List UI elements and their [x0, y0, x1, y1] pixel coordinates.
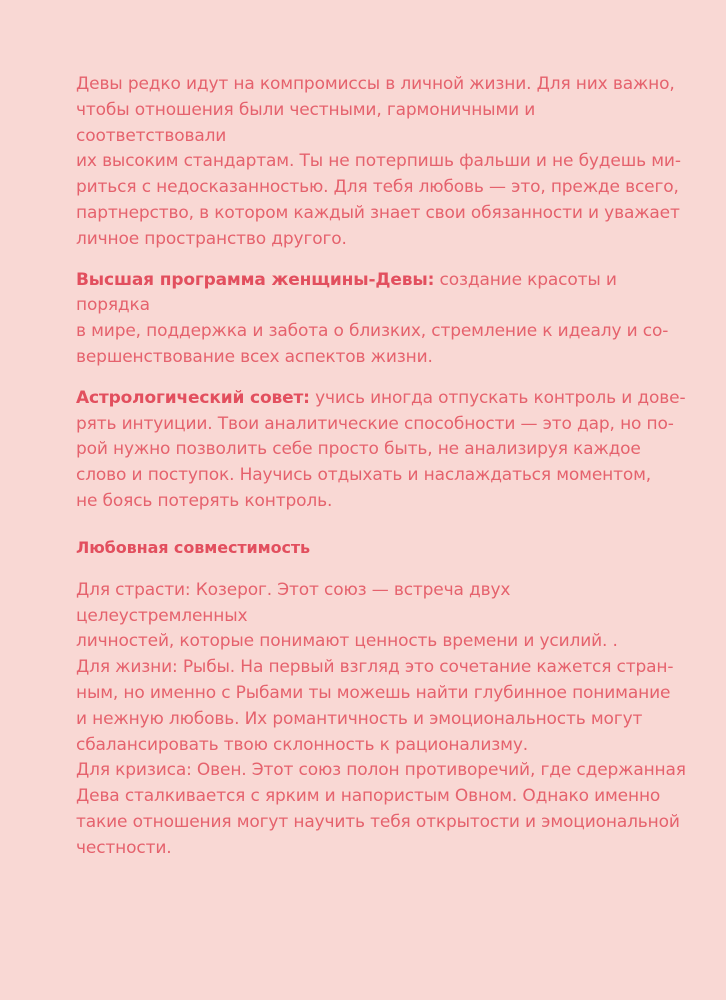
compatibility-line: такие отношения могут научить тебя открытости и эмоциональной	[76, 811, 680, 832]
program-line: в мире, поддержка и забота о близких, стремление к идеалу и со-	[76, 321, 669, 342]
advice-paragraph	[76, 386, 686, 515]
compatibility-line: и нежную любовь. Их романтичность и эмоциональность могут	[76, 708, 643, 729]
intro-line: их высоким стандартам. Ты не потерпишь фальши и не будешь ми-	[76, 151, 681, 172]
compatibility-heading: Любовная совместимость	[76, 537, 311, 557]
compatibility-line: Для жизни: Рыбы. На первый взгляд это сочетание кажется стран-	[76, 657, 674, 678]
intro-line: партнерство, в котором каждый знает свои обязанности и уважает	[76, 202, 680, 223]
compatibility-line: ным, но именно с Рыбами ты можешь найти глубинное понимание	[76, 682, 671, 703]
compatibility-line: Для кризиса: Овен. Этот союз полон противоречий, где сдержанная	[76, 760, 686, 781]
compatibility-section	[76, 578, 686, 862]
program-paragraph	[76, 268, 686, 371]
advice-first-line	[76, 386, 686, 412]
advice-line: слово и поступок. Научись отдыхать и наслаждаться моментом,	[76, 465, 652, 486]
program-label: Высшая программа женщины-Девы:	[76, 269, 435, 290]
advice-line: не боясь потерять контроль.	[76, 490, 333, 511]
advice-label: Астрологический совет:	[76, 387, 310, 408]
compatibility-line: Для страсти: Козерог. Этот союз — встреча двух целеустремленных	[76, 579, 511, 626]
intro-line: Девы редко идут на компромиссы в личной жизни. Для них важно,	[76, 74, 675, 94]
compatibility-line: честности.	[76, 837, 172, 858]
program-text: создание красоты и порядка	[76, 269, 617, 316]
advice-text: учись иногда отпускать контроль и дове-	[309, 387, 686, 408]
program-line: вершенствование всех аспектов жизни.	[76, 346, 433, 367]
compatibility-line: сбалансировать твою склонность к рационализму.	[76, 734, 528, 755]
intro-paragraph	[76, 72, 686, 253]
intro-line: риться с недосказанностью. Для тебя любовь — это, прежде всего,	[76, 177, 679, 198]
advice-line: рять интуиции. Твои аналитические способности — это дар, но по-	[76, 413, 674, 434]
compatibility-line: Дева сталкивается с ярким и напористым Овном. Однако именно	[76, 786, 661, 807]
intro-line: чтобы отношения были честными, гармоничными и соответствовали	[76, 99, 536, 146]
program-first-line	[76, 268, 686, 320]
advice-line: рой нужно позволить себе просто быть, не анализируя каждое	[76, 439, 641, 460]
intro-line: личное пространство другого.	[76, 228, 347, 249]
compatibility-line: личностей, которые понимают ценность времени и усилий. .	[76, 631, 618, 652]
